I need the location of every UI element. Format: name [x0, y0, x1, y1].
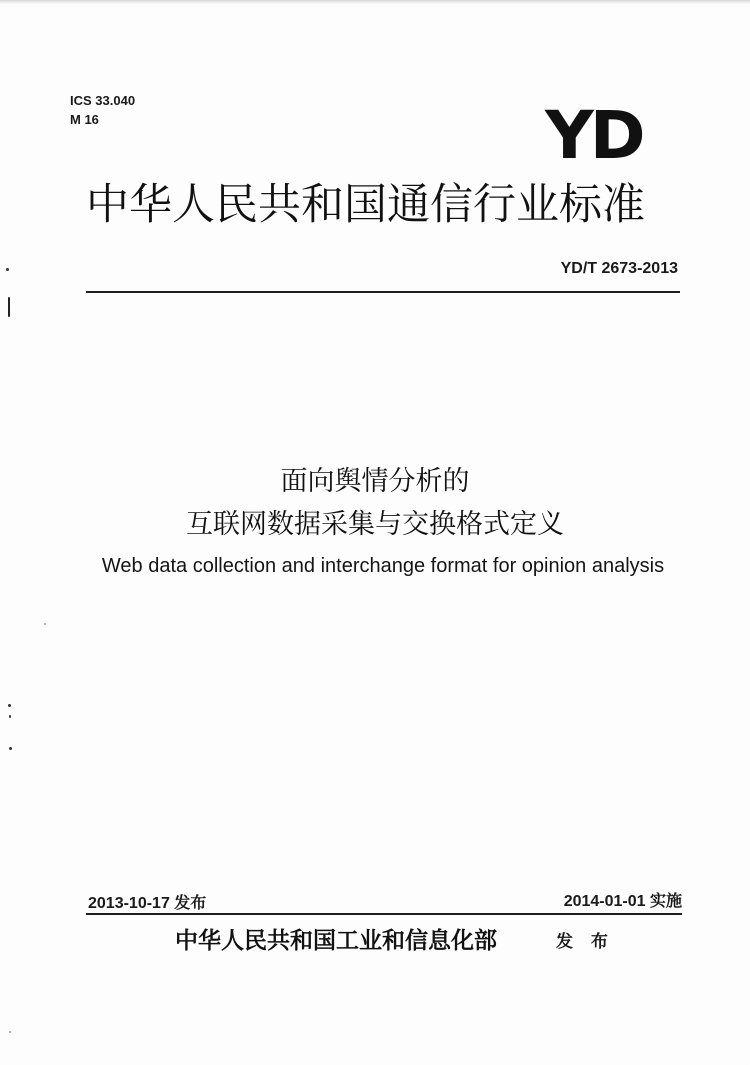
document-title-en: Web data collection and interchange format for opinion analysis — [101, 555, 665, 577]
scan-speck — [9, 715, 11, 718]
implementation-date-value: 2014-01-01 — [563, 893, 646, 910]
document-title-cn-line2: 互联网数据采集与交换格式定义 — [186, 509, 564, 540]
implementation-date-label: 实施 — [649, 891, 682, 910]
yd-logo: YD — [545, 97, 642, 174]
scan-speck — [8, 297, 10, 317]
implementation-date — [564, 891, 682, 912]
scan-speck — [6, 268, 9, 271]
publish-date-value: 2013-10-17 — [88, 895, 170, 912]
issuing-authority: 中华人民共和国工业和信息化部 — [175, 927, 497, 954]
scan-speck — [8, 704, 11, 707]
bottom-divider — [86, 913, 682, 915]
scan-speck — [44, 623, 46, 625]
publish-date — [88, 893, 206, 914]
scan-speck — [9, 747, 12, 750]
ics-code: ICS 33.040 — [70, 93, 136, 108]
publish-date-label: 发布 — [174, 893, 207, 912]
standard-number: YD/T 2673-2013 — [560, 260, 678, 277]
document-title-cn-line1: 面向舆情分析的 — [280, 466, 470, 497]
issuing-authority-action: 发 布 — [556, 932, 614, 952]
top-divider — [86, 291, 680, 293]
scan-edge-shadow — [0, 0, 750, 4]
scan-speck — [9, 1031, 11, 1033]
standard-type-heading: 中华人民共和国通信行业标准 — [86, 180, 645, 230]
ccs-code: M 16 — [70, 112, 99, 127]
